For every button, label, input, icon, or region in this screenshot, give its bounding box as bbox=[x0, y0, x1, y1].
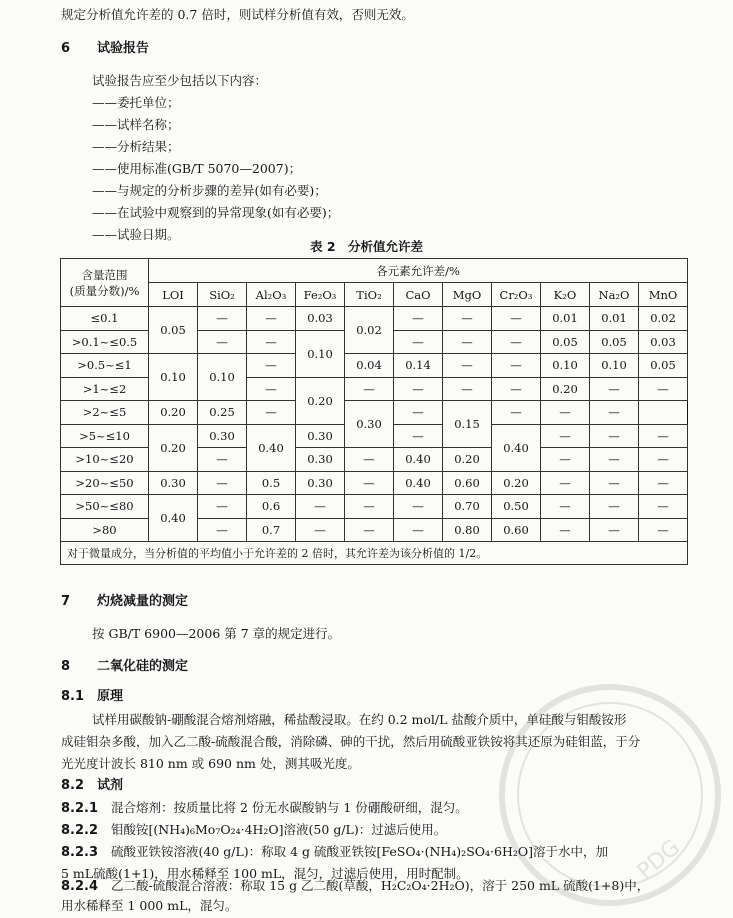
table-cell: — bbox=[590, 377, 639, 401]
row-label: >2~≤5 bbox=[61, 401, 149, 425]
range-header: 含量范围 (质量分数)/% bbox=[61, 259, 149, 307]
table-cell: — bbox=[443, 307, 492, 331]
table-cell: — bbox=[541, 424, 590, 448]
table-cell: — bbox=[247, 401, 296, 425]
table-cell: — bbox=[492, 377, 541, 401]
reagent-text: 钼酸铵[(NH₄)₆Mo₇O₂₄·4H₂O]溶液(50 g/L)：过滤后使用。 bbox=[111, 822, 447, 837]
row-label: >5~≤10 bbox=[61, 424, 149, 448]
section-8-title: 二氧化硅的测定 bbox=[97, 659, 189, 674]
table-cell: 0.20 bbox=[149, 424, 198, 471]
section-7-title: 灼烧减量的测定 bbox=[97, 594, 189, 609]
row-label: ≤0.1 bbox=[61, 307, 149, 331]
col-header-sio2: SiO₂ bbox=[198, 283, 247, 307]
table-cell: 0.10 bbox=[590, 354, 639, 378]
section-7-number: 7 bbox=[61, 594, 71, 609]
reagent-number: 8.2.1 bbox=[61, 801, 99, 816]
table-cell: 0.50 bbox=[492, 495, 541, 519]
table-cell: 0.03 bbox=[639, 330, 688, 354]
table-cell: 0.40 bbox=[247, 424, 296, 471]
section-6-title: 试验报告 bbox=[97, 41, 150, 56]
section-8-1-heading bbox=[61, 688, 123, 706]
table-cell: — bbox=[492, 354, 541, 378]
table-cell: — bbox=[345, 448, 394, 472]
tolerance-table-wrapper bbox=[60, 258, 688, 565]
section-8-2-number: 8.2 bbox=[61, 778, 85, 793]
table-cell: — bbox=[394, 307, 443, 331]
col-header-k2o: K₂O bbox=[541, 283, 590, 307]
row-label: >0.5~≤1 bbox=[61, 354, 149, 378]
table-cell: — bbox=[492, 330, 541, 354]
col-header-mgo: MgO bbox=[443, 283, 492, 307]
table-cell: — bbox=[198, 307, 247, 331]
col-header-na2o: Na₂O bbox=[590, 283, 639, 307]
table-cell: 0.30 bbox=[296, 448, 345, 472]
col-header-fe2o3: Fe₂O₃ bbox=[296, 283, 345, 307]
section-8-number: 8 bbox=[61, 659, 71, 674]
table-cell: — bbox=[296, 495, 345, 519]
section-7-text: 按 GB/T 6900—2006 第 7 章的规定进行。 bbox=[92, 626, 341, 641]
table-cell: 0.60 bbox=[492, 518, 541, 542]
table-cell: — bbox=[639, 377, 688, 401]
group-header: 各元素允许差/% bbox=[149, 259, 688, 283]
table-cell: 0.30 bbox=[296, 424, 345, 448]
table-cell: 0.05 bbox=[541, 330, 590, 354]
table-cell: — bbox=[198, 518, 247, 542]
row-label: >10~≤20 bbox=[61, 448, 149, 472]
table-cell: 0.40 bbox=[492, 424, 541, 471]
table-cell: — bbox=[247, 377, 296, 401]
table-cell: — bbox=[541, 471, 590, 495]
table-cell: 0.80 bbox=[443, 518, 492, 542]
table-cell: 0.30 bbox=[345, 401, 394, 448]
principle-line: 试样用碳酸钠-硼酸混合熔剂熔融，稀盐酸浸取。在约 0.2 mol/L 盐酸介质中，单硅酸与钼酸铵形 bbox=[92, 712, 627, 727]
table-cell: — bbox=[541, 448, 590, 472]
row-label: >20~≤50 bbox=[61, 471, 149, 495]
table-cell: — bbox=[590, 424, 639, 448]
section-7-heading bbox=[61, 593, 188, 611]
report-item: ——试样名称； bbox=[92, 117, 180, 132]
table-cell: 0.10 bbox=[541, 354, 590, 378]
table-cell: 0.01 bbox=[541, 307, 590, 331]
table-cell: — bbox=[639, 471, 688, 495]
reagent-8-2-3-cont: 5 mL硫酸(1+1)，用水稀释至 100 mL，混匀，过滤后使用，用时配制。 bbox=[61, 866, 469, 881]
table-cell: 0.5 bbox=[247, 471, 296, 495]
col-header-cr2o3: Cr₂O₃ bbox=[492, 283, 541, 307]
table-cell: — bbox=[590, 471, 639, 495]
col-header-tio2: TiO₂ bbox=[345, 283, 394, 307]
table-caption: 表 2 分析值允许差 bbox=[309, 239, 424, 254]
table-cell: — bbox=[394, 424, 443, 448]
table-row bbox=[61, 354, 688, 378]
table-cell: 0.01 bbox=[590, 307, 639, 331]
table-cell: — bbox=[541, 495, 590, 519]
section-6-heading bbox=[61, 40, 149, 58]
table-cell: — bbox=[394, 401, 443, 425]
reagent-8-2-2 bbox=[61, 821, 446, 840]
row-label: >1~≤2 bbox=[61, 377, 149, 401]
report-item: ——分析结果； bbox=[92, 139, 180, 154]
report-item: ——使用标准(GB/T 5070—2007)； bbox=[92, 161, 302, 176]
principle-line: 光光度计波长 810 nm 或 690 nm 处，测其吸光度。 bbox=[61, 756, 360, 771]
table-cell: 0.6 bbox=[247, 495, 296, 519]
table-cell: — bbox=[345, 495, 394, 519]
section-6-number: 6 bbox=[61, 41, 71, 56]
col-header-mno: MnO bbox=[639, 283, 688, 307]
table-cell: 0.02 bbox=[345, 307, 394, 354]
col-header-loi: LOI bbox=[149, 283, 198, 307]
table-cell: — bbox=[590, 518, 639, 542]
table-cell: 0.30 bbox=[198, 424, 247, 448]
table-cell: 0.20 bbox=[296, 377, 345, 424]
table-cell: — bbox=[198, 471, 247, 495]
table-cell: 0.10 bbox=[149, 354, 198, 401]
table-cell: 0.25 bbox=[198, 401, 247, 425]
reagent-8-2-1 bbox=[61, 799, 468, 818]
table-cell: — bbox=[247, 330, 296, 354]
section-8-heading bbox=[61, 658, 188, 676]
table-cell: 0.40 bbox=[394, 471, 443, 495]
table-cell: — bbox=[345, 471, 394, 495]
table-cell: 0.40 bbox=[394, 448, 443, 472]
row-label: >50~≤80 bbox=[61, 495, 149, 519]
table-row bbox=[61, 401, 688, 425]
reagent-text: 混合熔剂：按质量比将 2 份无水碳酸钠与 1 份硼酸研细，混匀。 bbox=[111, 800, 468, 815]
report-item: ——委托单位； bbox=[92, 95, 180, 110]
table-cell: — bbox=[345, 377, 394, 401]
report-lead: 试验报告应至少包括以下内容： bbox=[92, 73, 268, 88]
col-header-al2o3: Al₂O₃ bbox=[247, 283, 296, 307]
table-row bbox=[61, 495, 688, 519]
table-cell: 0.20 bbox=[443, 448, 492, 472]
table-cell: — bbox=[590, 448, 639, 472]
table-cell: 0.60 bbox=[443, 471, 492, 495]
section-8-2-heading bbox=[61, 777, 123, 795]
table-cell: 0.7 bbox=[247, 518, 296, 542]
table-cell: — bbox=[198, 495, 247, 519]
table-cell: — bbox=[296, 518, 345, 542]
table-cell: — bbox=[541, 401, 590, 425]
report-item: ——试验日期。 bbox=[92, 227, 180, 242]
table-cell: 0.03 bbox=[296, 307, 345, 331]
row-label: >0.1~≤0.5 bbox=[61, 330, 149, 354]
table-cell: 0.30 bbox=[296, 471, 345, 495]
table-cell: — bbox=[443, 377, 492, 401]
table-cell: 0.15 bbox=[443, 401, 492, 448]
watermark-seal-icon bbox=[495, 680, 725, 910]
table-cell: 0.70 bbox=[443, 495, 492, 519]
table-cell: — bbox=[492, 401, 541, 425]
table-cell: — bbox=[198, 330, 247, 354]
table-cell: — bbox=[443, 330, 492, 354]
table-cell: — bbox=[639, 495, 688, 519]
table-cell: — bbox=[590, 401, 639, 425]
intro-line: 规定分析值允许差的 0.7 倍时，则试样分析值有效，否则无效。 bbox=[61, 7, 414, 22]
table-cell: 0.04 bbox=[345, 354, 394, 378]
table-note: 对于微量成分，当分析值的平均值小于允许差的 2 倍时，其允许差为该分析值的 1/2。 bbox=[61, 542, 688, 565]
col-header-cao: CaO bbox=[394, 283, 443, 307]
table-cell: 0.14 bbox=[394, 354, 443, 378]
table-cell: 0.05 bbox=[639, 354, 688, 378]
report-item: ——与规定的分析步骤的差异(如有必要)； bbox=[92, 183, 327, 198]
table-cell: — bbox=[492, 307, 541, 331]
table-cell: 0.20 bbox=[492, 471, 541, 495]
table-cell: — bbox=[443, 354, 492, 378]
report-item: ——在试验中观察到的异常现象(如有必要)； bbox=[92, 205, 340, 220]
reagent-number: 8.2.3 bbox=[61, 845, 99, 860]
reagent-text: 硫酸亚铁铵溶液(40 g/L)：称取 4 g 硫酸亚铁铵[FeSO₄·(NH₄)₂SO₄·6H₂O]溶于水中，加 bbox=[111, 844, 608, 859]
table-cell: — bbox=[345, 518, 394, 542]
section-8-2-title: 试剂 bbox=[97, 778, 124, 793]
table-cell: 0.10 bbox=[198, 354, 247, 401]
table-cell: — bbox=[394, 495, 443, 519]
row-label: >80 bbox=[61, 518, 149, 542]
table-cell: — bbox=[394, 518, 443, 542]
reagent-number: 8.2.4 bbox=[61, 879, 99, 894]
section-8-1-title: 原理 bbox=[97, 689, 124, 704]
table-cell: — bbox=[198, 448, 247, 472]
table-cell: — bbox=[247, 307, 296, 331]
principle-line: 成硅钼杂多酸，加入乙二酸-硫酸混合酸，消除磷、砷的干扰，然后用硫酸亚铁铵将其还原为硅钼蓝，于分 bbox=[61, 734, 641, 749]
tolerance-table bbox=[60, 258, 688, 565]
watermark-text: PDG bbox=[632, 835, 686, 885]
table-cell: 0.20 bbox=[541, 377, 590, 401]
reagent-text: 乙二酸-硫酸混合溶液：称取 15 g 乙二酸(草酸，H₂C₂O₄·2H₂O)，溶于 250 mL 硫酸(1+8)中， bbox=[111, 878, 650, 893]
table-cell: — bbox=[639, 424, 688, 448]
table-cell: — bbox=[541, 518, 590, 542]
table-note-row bbox=[61, 542, 688, 565]
table-cell: — bbox=[394, 377, 443, 401]
table-cell: 0.30 bbox=[149, 471, 198, 495]
table-cell: 0.10 bbox=[296, 330, 345, 377]
table-cell: — bbox=[590, 495, 639, 519]
table-row bbox=[61, 471, 688, 495]
reagent-8-2-4-cont: 用水稀释至 1 000 mL，混匀。 bbox=[61, 898, 238, 913]
table-row bbox=[61, 307, 688, 331]
table-cell: — bbox=[639, 448, 688, 472]
table-cell: 0.40 bbox=[149, 495, 198, 542]
table-cell: — bbox=[247, 354, 296, 378]
table-cell: 0.05 bbox=[590, 330, 639, 354]
table-cell: — bbox=[639, 518, 688, 542]
table-cell: 0.20 bbox=[149, 401, 198, 425]
table-cell: 0.05 bbox=[149, 307, 198, 354]
table-cell: — bbox=[394, 330, 443, 354]
reagent-number: 8.2.2 bbox=[61, 823, 99, 838]
table-cell: 0.02 bbox=[639, 307, 688, 331]
section-8-1-number: 8.1 bbox=[61, 689, 85, 704]
